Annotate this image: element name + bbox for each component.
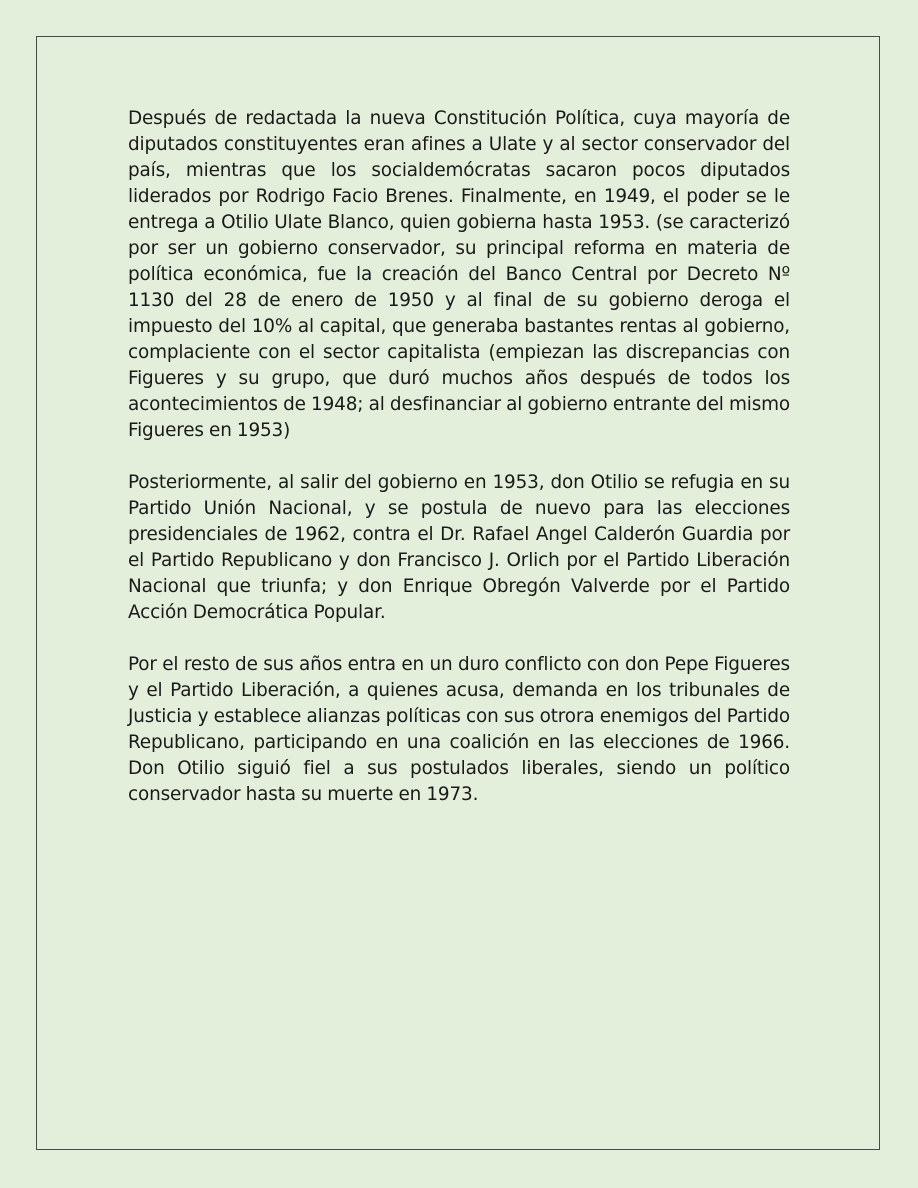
document-body — [128, 106, 790, 834]
paragraph-1962-elections: Posteriormente, al salir del gobierno en 1953, don Otilio se refugia en su Partido Unión Nacional, y se postula de nuevo para las elecciones presidenciales de 1962, contra el Dr. Rafael Angel Calderón Guardia por el Partido Republicano y don Francisco J. Orlich por el Partido Liberación Nacional que triunfa; y don Enrique Obregón Valverde por el Partido Acción Democrática Popular. — [128, 472, 790, 623]
paragraph-ulate-government: Después de redactada la nueva Constitución Política, cuya mayoría de diputados constituyentes eran afines a Ulate y al sector conservador del país, mientras que los socialdemócratas sacaron pocos diputados liderados por Rodrigo Facio Brenes. Finalmente, en 1949, el poder se le entrega a Otilio Ulate Blanco, quien gobierna hasta 1953. (se caracterizó por ser un gobierno conservador, su principal reforma en materia de política económica, fue la creación del Banco Central por Decreto Nº 1130 del 28 de enero de 1950 y al final de su gobierno deroga el impuesto del 10% al capital, que generaba bastantes rentas al gobierno, complaciente con el sector capitalista (empiezan las discrepancias con Figueres y su grupo, que duró muchos años después de todos los acontecimientos de 1948; al desfinanciar al gobierno entrante del mismo Figueres en 1953) — [128, 108, 790, 441]
paragraph-later-years: Por el resto de sus años entra en un duro conflicto con don Pepe Figueres y el Partido Liberación, a quienes acusa, demanda en los tribunales de Justicia y establece alianzas políticas con sus otrora enemigos del Partido Republicano, participando en una coalición en las elecciones de 1966. Don Otilio siguió fiel a sus postulados liberales, siendo un político conservador hasta su muerte en 1973. — [128, 654, 790, 805]
